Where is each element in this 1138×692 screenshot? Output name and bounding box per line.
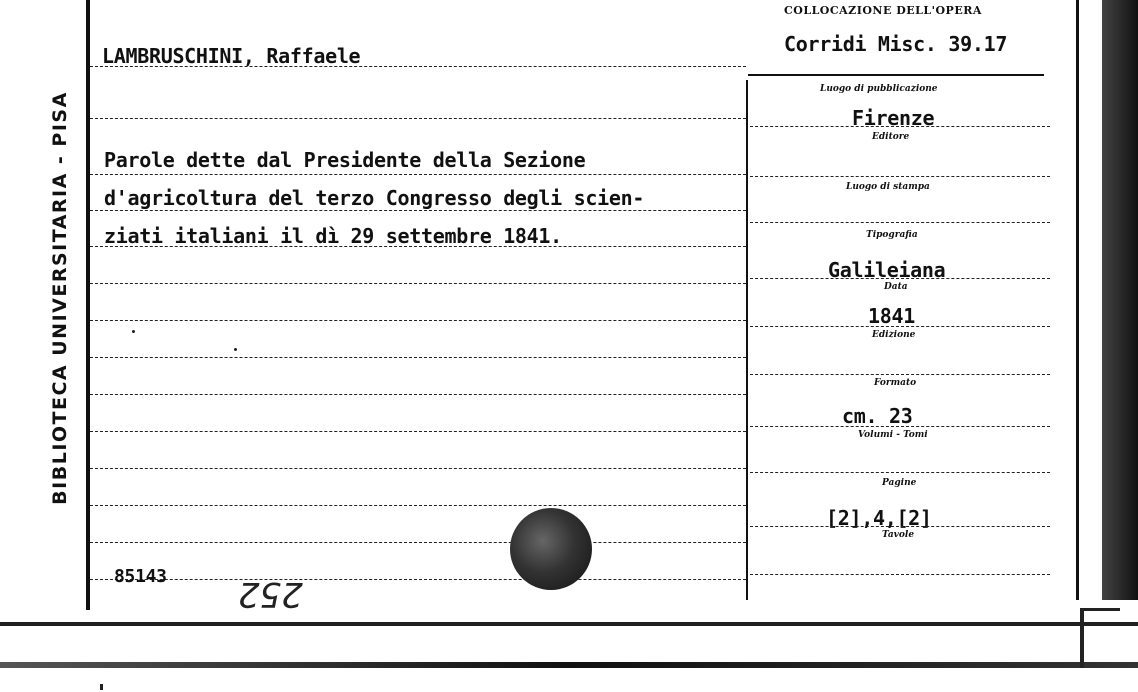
format-label: Formato	[874, 378, 917, 388]
library-name: BIBLIOTECA UNIVERSITARIA - PISA	[49, 91, 71, 505]
rule-line	[90, 357, 746, 358]
ink-dot	[234, 348, 237, 351]
handwritten-number: 252	[238, 574, 303, 614]
panel-rule	[750, 278, 1050, 279]
left-margin-line	[86, 0, 90, 610]
title-line-3: ziati italiani il dì 29 settembre 1841.	[104, 224, 562, 248]
panel-rule	[750, 176, 1050, 177]
shelfmark-rule	[748, 74, 1044, 76]
rule-line	[90, 394, 746, 395]
ink-dot	[132, 330, 135, 333]
right-edge-shadow	[1102, 0, 1138, 600]
rule-line	[90, 505, 746, 506]
place-value: Firenze	[852, 106, 935, 130]
panel-rule	[750, 472, 1050, 473]
panel-rule	[750, 222, 1050, 223]
library-side-label	[40, 48, 80, 548]
rule-line	[90, 174, 746, 175]
rule-line	[90, 320, 746, 321]
pages-value: [2],4,[2]	[826, 506, 932, 530]
corner-bracket	[1080, 608, 1120, 611]
panel-rule	[750, 126, 1050, 127]
collocation-header: COLLOCAZIONE DELL'OPERA	[784, 4, 982, 17]
author-name: LAMBRUSCHINI, Raffaele	[102, 44, 361, 68]
print-place-label: Luogo di stampa	[846, 182, 930, 192]
ink-dot	[100, 684, 103, 690]
format-value: cm. 23	[842, 404, 913, 428]
publisher-label: Editore	[872, 132, 910, 142]
right-edge-line	[1076, 0, 1079, 600]
rule-line	[90, 283, 746, 284]
title-line-1: Parole dette dal Presidente della Sezione	[104, 148, 586, 172]
date-value: 1841	[868, 304, 915, 328]
panel-rule	[750, 326, 1050, 327]
rule-line	[90, 468, 746, 469]
corner-bracket	[1080, 608, 1084, 668]
library-stamp	[510, 508, 592, 590]
plates-label: Tavole	[882, 530, 915, 540]
rule-line	[90, 542, 746, 543]
printer-label: Tipografia	[866, 230, 918, 240]
panel-rule	[750, 374, 1050, 375]
rule-line	[90, 431, 746, 432]
rule-line	[90, 579, 746, 580]
title-line-2: d'agricoltura del terzo Congresso degli scien-	[104, 186, 645, 210]
volumes-label: Volumi - Tomi	[858, 430, 928, 440]
rule-line	[90, 118, 746, 119]
printer-value: Galileiana	[828, 258, 946, 282]
shelfmark: Corridi Misc. 39.17	[784, 32, 1008, 56]
bottom-edge-line	[0, 662, 1138, 668]
edition-label: Edizione	[872, 330, 916, 340]
date-label: Data	[884, 282, 908, 292]
rule-line	[90, 66, 746, 67]
rule-line	[90, 210, 746, 211]
bottom-edge-line	[0, 622, 1138, 626]
panel-rule	[750, 426, 1050, 427]
inventory-number: 85143	[114, 566, 167, 587]
panel-divider-line	[746, 80, 748, 600]
pages-label: Pagine	[882, 478, 917, 488]
place-label: Luogo di pubblicazione	[820, 84, 938, 94]
panel-rule	[750, 526, 1050, 527]
panel-rule	[750, 574, 1050, 575]
